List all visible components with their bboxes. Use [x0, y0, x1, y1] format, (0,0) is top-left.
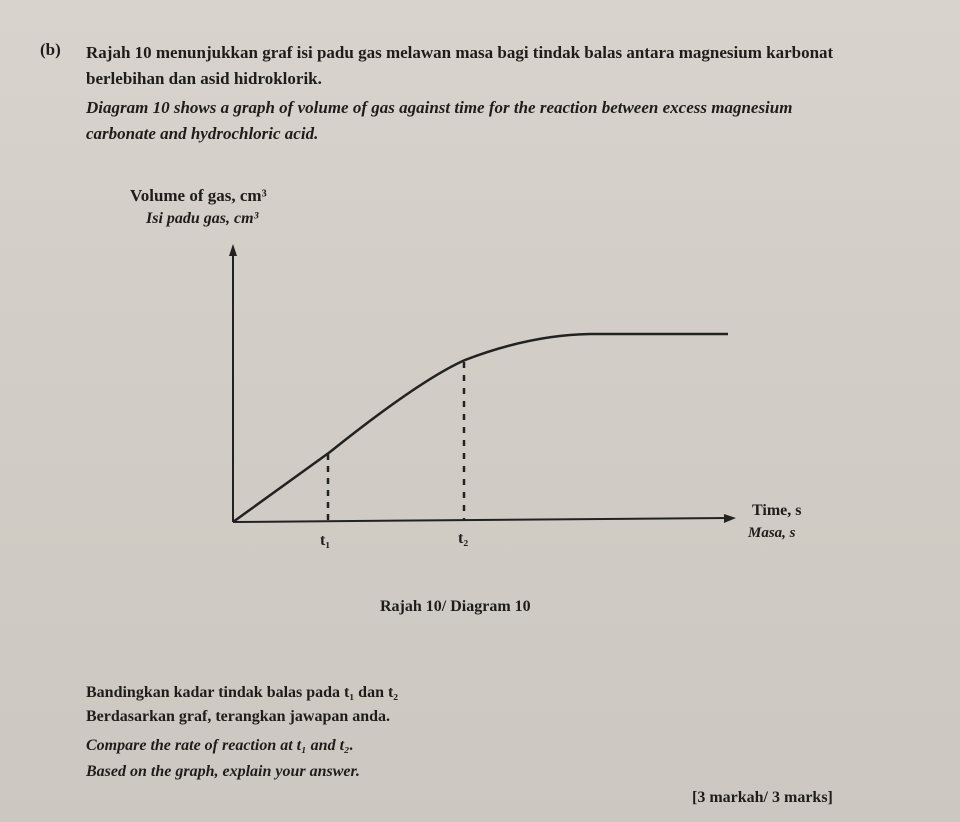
t1-tick-label: t₁	[320, 532, 331, 549]
y-axis-label-english: Volume of gas, cm³	[130, 186, 267, 205]
x-axis-label-malay: Masa, s	[748, 525, 796, 541]
english-intro-text: Diagram 10 shows a graph of volume of gas against time for the reaction between excess magnesium carbonate and hydrochloric acid.	[86, 98, 793, 143]
question-english-explain: Based on the graph, explain your answer.	[86, 763, 360, 780]
question-label: (b)	[40, 40, 61, 59]
volume-curve	[233, 334, 728, 522]
y-axis-arrow	[229, 244, 237, 256]
x-axis-arrow	[724, 514, 736, 523]
x-axis	[233, 518, 728, 522]
marks-label: [3 markah/ 3 marks]	[692, 789, 833, 806]
question-english-compare: Compare the rate of reaction at t₁ and t₂.	[86, 737, 354, 754]
y-axis-label-malay: Isi padu gas, cm³	[146, 210, 259, 227]
question-malay-explain: Berdasarkan graf, terangkan jawapan anda.	[86, 708, 391, 725]
diagram-caption: Rajah 10/ Diagram 10	[380, 598, 531, 615]
malay-intro-text: Rajah 10 menunjukkan graf isi padu gas melawan masa bagi tindak balas antara magnesium karbonat berlebihan dan asid hidroklorik.	[86, 43, 834, 88]
x-axis-label-english: Time, s	[752, 502, 802, 519]
t2-tick-label: t₂	[458, 530, 469, 547]
question-malay-compare: Bandingkan kadar tindak balas pada t₁ dan t₂	[86, 684, 399, 701]
